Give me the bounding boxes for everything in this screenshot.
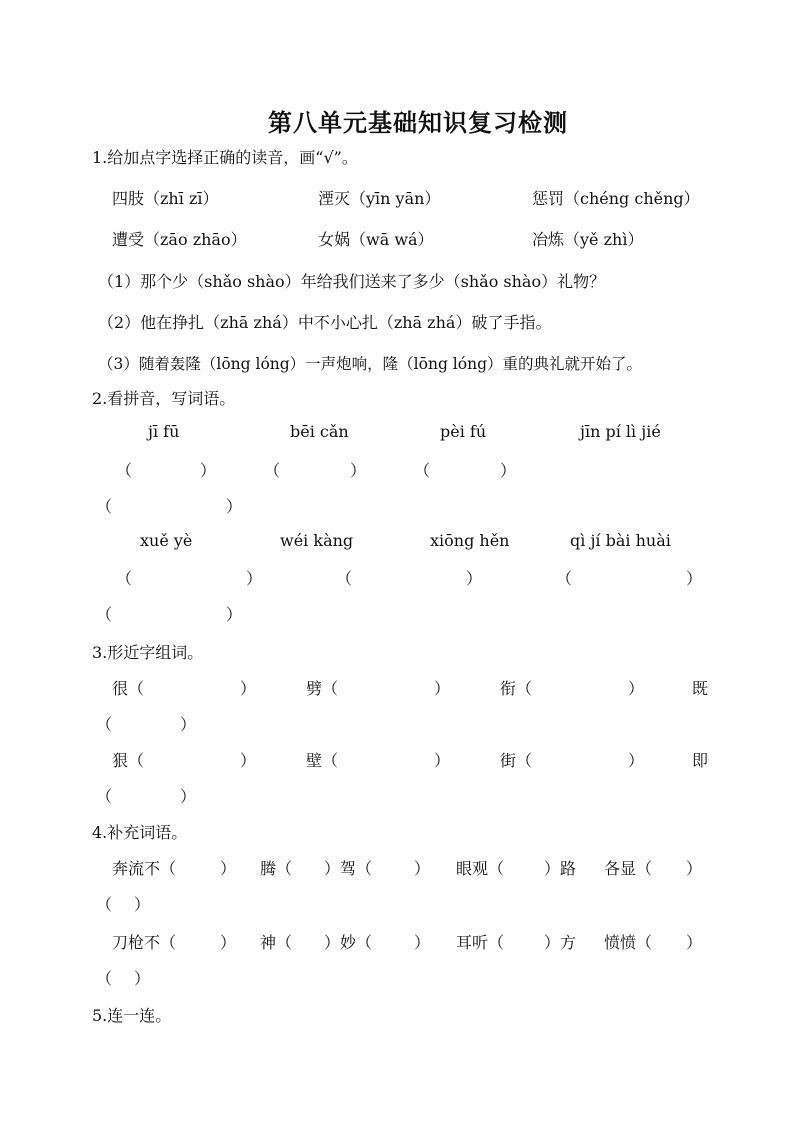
idiom-prompt: 刀枪不（ [112, 933, 177, 952]
answer-close-paren: ） [466, 569, 483, 588]
answer-open-paren: （ [96, 895, 113, 914]
answer-close-paren: ） [200, 461, 217, 480]
answer-close-paren: ） [434, 751, 451, 770]
idiom-prompt: 腾（ [260, 859, 293, 878]
answer-open-paren: （ [116, 569, 133, 588]
idiom-prompt: 耳听（ [456, 933, 505, 952]
idiom-prompt: 愤愤（ [604, 933, 653, 952]
answer-close-paren: ） [434, 679, 451, 698]
q2-heading: 2.看拼音，写词语。 [92, 389, 236, 408]
pinyin-label: jī fū [148, 422, 180, 441]
answer-open-paren: （ [96, 787, 113, 806]
answer-open-paren: （ [264, 461, 281, 480]
pinyin-label: wéi kàng [280, 531, 354, 550]
pinyin-label: pèi fú [440, 422, 487, 441]
pinyin-label: xiōng hěn [430, 531, 510, 550]
word-prompt: 壁（ [306, 751, 339, 770]
q1-item: 惩罚（chéng chěng） [532, 189, 700, 208]
answer-close-paren: ） [240, 751, 257, 770]
answer-close-paren: ） [414, 933, 431, 952]
q1-sentence-3: （3）随着轰隆（lōng lóng）一声炮响，隆（lōng lóng）重的典礼就开始了。 [98, 355, 642, 373]
answer-open-paren: （ [96, 605, 113, 624]
q1-item: 四肢（zhī zī） [112, 189, 219, 208]
answer-open-paren: （ [556, 569, 573, 588]
answer-open-paren: （ [414, 461, 431, 480]
answer-close-paren: ） [180, 715, 197, 734]
answer-open-paren: （ [96, 969, 113, 988]
idiom-prompt: ）妙（ [324, 933, 373, 952]
answer-open-paren: （ [96, 715, 113, 734]
word-prompt: 既 [692, 679, 709, 698]
answer-close-paren: ） [500, 461, 517, 480]
word-prompt: 狠（ [112, 751, 145, 770]
word-prompt: 很（ [112, 679, 145, 698]
answer-open-paren: （ [336, 569, 353, 588]
answer-close-paren: ） [686, 859, 703, 878]
q1-item: 遭受（zāo zhāo） [112, 230, 247, 249]
answer-close-paren: ） [246, 569, 263, 588]
pinyin-label: jīn pí lì jié [580, 422, 661, 441]
answer-open-paren: （ [116, 461, 133, 480]
idiom-prompt: ）方 [544, 933, 577, 952]
q1-item: 湮灭（yīn yān） [318, 189, 441, 208]
page-title: 第八单元基础知识复习检测 [268, 108, 568, 137]
q1-item: 冶炼（yě zhì） [532, 230, 644, 249]
q1-heading: 1.给加点字选择正确的读音，画“√”。 [92, 148, 358, 167]
answer-close-paren: ） [240, 679, 257, 698]
q5-heading: 5.连一连。 [92, 1006, 172, 1025]
word-prompt: 街（ [500, 751, 533, 770]
q3-heading: 3.形近字组词。 [92, 643, 204, 662]
answer-close-paren: ） [226, 605, 243, 624]
answer-close-paren: ） [628, 751, 645, 770]
idiom-prompt: 眼观（ [456, 859, 505, 878]
idiom-prompt: 奔流不（ [112, 859, 177, 878]
pinyin-label: qì jí bài huài [570, 531, 671, 550]
word-prompt: 衔（ [500, 679, 533, 698]
answer-close-paren: ） [134, 895, 151, 914]
q1-item: 女娲（wā wá） [318, 230, 434, 249]
answer-close-paren: ） [414, 859, 431, 878]
answer-close-paren: ） [180, 787, 197, 806]
answer-close-paren: ） [220, 933, 237, 952]
idiom-prompt: ）驾（ [324, 859, 373, 878]
answer-open-paren: （ [96, 497, 113, 516]
answer-close-paren: ） [226, 497, 243, 516]
word-prompt: 即 [692, 751, 709, 770]
q4-heading: 4.补充词语。 [92, 823, 188, 842]
pinyin-label: bēi cǎn [290, 422, 349, 441]
answer-close-paren: ） [686, 933, 703, 952]
idiom-prompt: 各显（ [604, 859, 653, 878]
idiom-prompt: 神（ [260, 933, 293, 952]
answer-close-paren: ） [350, 461, 367, 480]
answer-close-paren: ） [628, 679, 645, 698]
idiom-prompt: ）路 [544, 859, 577, 878]
pinyin-label: xuě yè [140, 531, 193, 550]
q1-sentence-2: （2）他在挣扎（zhā zhá）中不小心扎（zhā zhá）破了手指。 [98, 313, 552, 332]
answer-close-paren: ） [686, 569, 703, 588]
q1-sentence-1: （1）那个少（shǎo shào）年给我们送来了多少（shǎo shào）礼物？ [98, 272, 606, 291]
word-prompt: 劈（ [306, 679, 339, 698]
answer-close-paren: ） [220, 859, 237, 878]
answer-close-paren: ） [134, 969, 151, 988]
